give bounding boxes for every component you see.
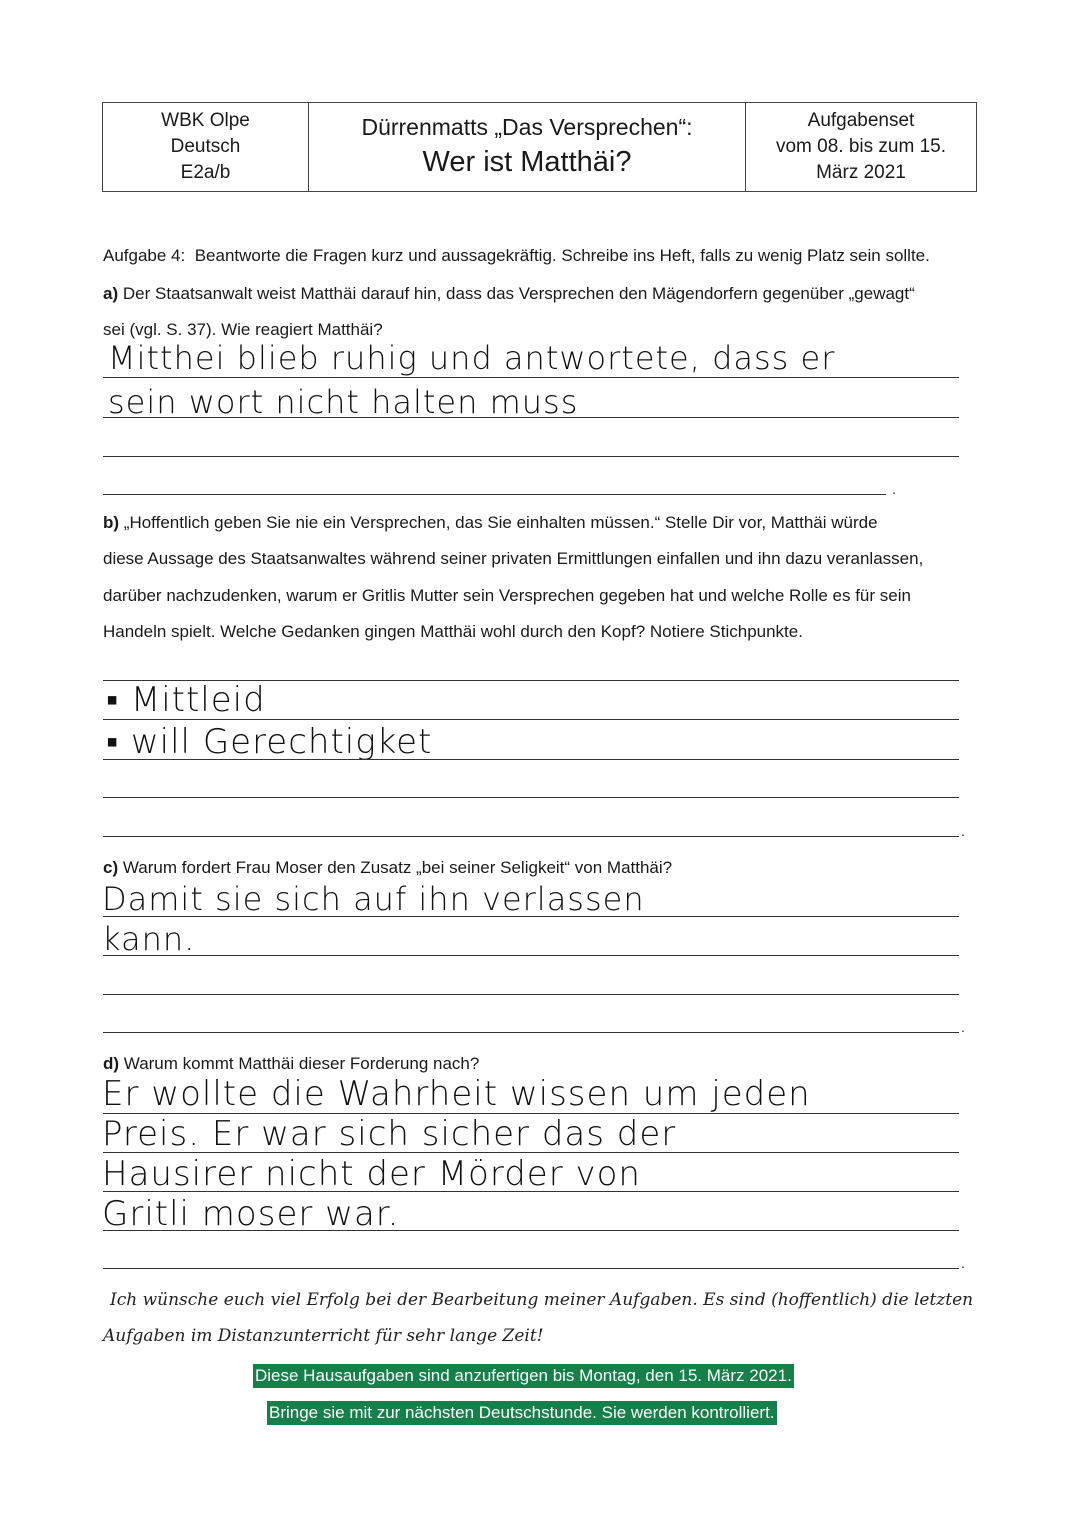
school-name: WBK Olpe <box>161 110 250 131</box>
course-name: E2a/b <box>180 162 231 183</box>
header-title-cell <box>309 103 746 191</box>
question-b-line4: Handeln spielt. Welche Gedanken gingen Matthäi wohl durch den Kopf? Notiere Stichpunkte. <box>103 622 803 641</box>
answer-c-line1: Damit sie sich auf ihn verlassen <box>102 880 645 918</box>
answer-line <box>103 955 959 956</box>
question-b-line3: darüber nachzudenken, warum er Gritlis Mutter sein Versprechen gegeben hat und welche Rolle es für sein <box>103 586 911 605</box>
answer-line <box>103 1230 959 1231</box>
line-end-dot: . <box>961 823 965 839</box>
header-school-cell <box>103 103 309 191</box>
worksheet-subtitle: Wer ist Matthäi? <box>422 146 632 178</box>
answer-line <box>103 1152 959 1153</box>
answer-line <box>103 797 959 798</box>
question-a-line2: sei (vgl. S. 37). Wie reagiert Matthäi? <box>103 320 383 339</box>
answer-b-line1: ▪ Mittleid <box>106 680 266 720</box>
question-c-text: c) Warum fordert Frau Moser den Zusatz „bei seiner Seligkeit“ von Matthäi? <box>103 858 673 877</box>
question-c-marker: c) <box>103 858 119 877</box>
question-d-text: d) Warum kommt Matthäi dieser Forderung nach? <box>103 1054 480 1073</box>
task-text: Beantworte die Fragen kurz und aussagekräftig. Schreibe ins Heft, falls zu wenig Platz sein sollte. <box>194 246 930 265</box>
answer-line <box>103 1191 959 1192</box>
answer-c-line2: kann. <box>102 920 196 958</box>
line-end-dot: . <box>961 1255 965 1271</box>
answer-d-line1: Er wollte die Wahrheit wissen um jeden <box>102 1074 811 1114</box>
closing-line1: Ich wünsche euch viel Erfolg bei der Bearbeitung meiner Aufgaben. Es sind (hoffentlich) die letzten <box>110 1290 974 1310</box>
answer-line <box>103 417 959 418</box>
answer-line <box>103 494 886 495</box>
answer-line <box>103 994 959 995</box>
question-b-line1: b) „Hoffentlich geben Sie nie ein Versprechen, das Sie einhalten müssen.“ Stelle Dir vor, Matthäi würde <box>103 513 878 532</box>
task-label: Aufgabe 4: <box>103 246 186 265</box>
answer-line <box>103 759 959 760</box>
answer-line <box>103 456 959 457</box>
answer-line <box>103 1268 959 1269</box>
deadline-note: Diese Hausaufgaben sind anzufertigen bis Montag, den 15. März 2021. <box>253 1364 794 1388</box>
answer-a-line2: sein wort nicht halten muss <box>108 383 579 421</box>
answer-d-line4: Gritli moser war. <box>102 1194 400 1234</box>
answer-line <box>103 1032 959 1033</box>
set-range: vom 08. bis zum 15. <box>775 136 947 157</box>
question-a-line1: a) Der Staatsanwalt weist Matthäi darauf hin, dass das Versprechen den Mägendorfern gegenüber „gewagt“ <box>103 284 915 303</box>
answer-d-line3: Hausirer nicht der Mörder von <box>102 1154 641 1194</box>
header-table <box>102 102 977 192</box>
question-d-marker: d) <box>103 1054 120 1073</box>
question-a-marker: a) <box>103 284 119 303</box>
answer-line <box>103 916 959 917</box>
question-b-line2: diese Aussage des Staatsanwaltes während seiner privaten Ermittlungen einfallen und ihn dazu veranlassen, <box>103 549 924 568</box>
set-label: Aufgabenset <box>807 110 915 131</box>
task-instruction <box>103 246 930 266</box>
answer-b-line2: ▪ will Gerechtigket <box>106 722 433 762</box>
set-month: März 2021 <box>816 162 906 183</box>
bring-note: Bringe sie mit zur nächsten Deutschstunde. Sie werden kontrolliert. <box>267 1401 777 1425</box>
answer-line <box>103 836 959 837</box>
subject-name: Deutsch <box>170 136 241 157</box>
line-end-dot: . <box>892 481 896 497</box>
closing-line2: Aufgaben im Distanzunterricht für sehr lange Zeit! <box>103 1326 544 1346</box>
question-b-marker: b) <box>103 513 120 532</box>
answer-line <box>103 377 959 378</box>
answer-a-line1: Mitthei blieb ruhig und antwortete, dass er <box>108 339 836 377</box>
answer-line <box>103 719 959 720</box>
answer-d-line2: Preis. Er war sich sicher das der <box>102 1114 677 1154</box>
line-end-dot: . <box>961 1019 965 1035</box>
header-set-cell <box>746 103 976 191</box>
worksheet-title: Dürrenmatts „Das Versprechen“: <box>361 114 693 140</box>
